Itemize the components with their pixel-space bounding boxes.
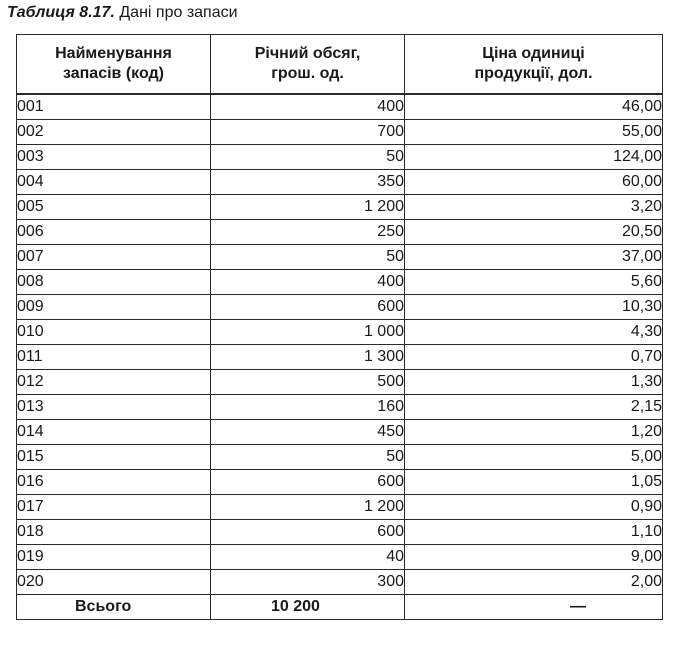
cell-annual-volume: 300 [211, 570, 405, 595]
table-row [17, 420, 663, 445]
header-item-code [17, 35, 211, 95]
cell-annual-volume: 400 [211, 94, 405, 120]
cell-unit-price: 60,00 [405, 170, 663, 195]
table-row [17, 445, 663, 470]
cell-unit-price: 20,50 [405, 220, 663, 245]
cell-item-code: 012 [17, 370, 211, 395]
cell-unit-price: 1,30 [405, 370, 663, 395]
total-volume: 10 200 [211, 595, 405, 620]
cell-annual-volume: 1 200 [211, 195, 405, 220]
cell-item-code: 008 [17, 270, 211, 295]
table-row [17, 145, 663, 170]
table-row [17, 470, 663, 495]
cell-annual-volume: 50 [211, 245, 405, 270]
cell-unit-price: 2,00 [405, 570, 663, 595]
cell-unit-price: 55,00 [405, 120, 663, 145]
table-row [17, 520, 663, 545]
cell-unit-price: 0,70 [405, 345, 663, 370]
table-row [17, 220, 663, 245]
table-row [17, 170, 663, 195]
header-item-code-line1: Найменування [55, 45, 172, 62]
cell-item-code: 019 [17, 545, 211, 570]
cell-annual-volume: 500 [211, 370, 405, 395]
cell-unit-price: 5,00 [405, 445, 663, 470]
cell-item-code: 011 [17, 345, 211, 370]
table-row [17, 495, 663, 520]
cell-unit-price: 1,10 [405, 520, 663, 545]
cell-item-code: 003 [17, 145, 211, 170]
cell-unit-price: 9,00 [405, 545, 663, 570]
cell-annual-volume: 50 [211, 445, 405, 470]
cell-unit-price: 1,20 [405, 420, 663, 445]
cell-item-code: 017 [17, 495, 211, 520]
header-unit-price-line2: продукції, дол. [474, 65, 593, 82]
inventory-table [16, 34, 663, 620]
cell-unit-price: 0,90 [405, 495, 663, 520]
header-annual-volume-line1: Річний обсяг, [254, 45, 361, 62]
table-total-row [17, 595, 663, 620]
cell-item-code: 010 [17, 320, 211, 345]
table-row [17, 570, 663, 595]
cell-item-code: 018 [17, 520, 211, 545]
header-item-code-line2: запасів (код) [63, 65, 164, 82]
table-row [17, 120, 663, 145]
table-row [17, 320, 663, 345]
cell-unit-price: 37,00 [405, 245, 663, 270]
cell-unit-price: 124,00 [405, 145, 663, 170]
cell-unit-price: 46,00 [405, 94, 663, 120]
cell-item-code: 005 [17, 195, 211, 220]
cell-annual-volume: 600 [211, 470, 405, 495]
table-row [17, 245, 663, 270]
cell-unit-price: 3,20 [405, 195, 663, 220]
cell-item-code: 004 [17, 170, 211, 195]
table-row [17, 94, 663, 120]
cell-annual-volume: 600 [211, 295, 405, 320]
cell-annual-volume: 700 [211, 120, 405, 145]
cell-annual-volume: 1 200 [211, 495, 405, 520]
header-annual-volume-line2: грош. од. [271, 65, 344, 82]
cell-item-code: 002 [17, 120, 211, 145]
cell-unit-price: 4,30 [405, 320, 663, 345]
cell-item-code: 001 [17, 94, 211, 120]
cell-annual-volume: 40 [211, 545, 405, 570]
table-row [17, 370, 663, 395]
cell-item-code: 020 [17, 570, 211, 595]
cell-annual-volume: 160 [211, 395, 405, 420]
cell-item-code: 009 [17, 295, 211, 320]
cell-annual-volume: 350 [211, 170, 405, 195]
cell-item-code: 016 [17, 470, 211, 495]
cell-annual-volume: 1 300 [211, 345, 405, 370]
table-row [17, 345, 663, 370]
cell-item-code: 015 [17, 445, 211, 470]
header-annual-volume [211, 35, 405, 95]
table-caption-label: Таблиця 8.17. [7, 4, 115, 21]
cell-unit-price: 10,30 [405, 295, 663, 320]
table-row [17, 545, 663, 570]
total-price: — [405, 595, 663, 620]
table-row [17, 295, 663, 320]
header-unit-price-line1: Ціна одиниці [482, 45, 585, 62]
table-row [17, 395, 663, 420]
cell-item-code: 006 [17, 220, 211, 245]
table-caption [7, 3, 238, 23]
table-row [17, 195, 663, 220]
table-header-row [17, 35, 663, 95]
cell-annual-volume: 50 [211, 145, 405, 170]
cell-unit-price: 5,60 [405, 270, 663, 295]
table-caption-text: Дані про запаси [119, 4, 238, 21]
cell-annual-volume: 600 [211, 520, 405, 545]
cell-annual-volume: 450 [211, 420, 405, 445]
cell-item-code: 014 [17, 420, 211, 445]
cell-annual-volume: 250 [211, 220, 405, 245]
cell-annual-volume: 1 000 [211, 320, 405, 345]
total-label: Всього [17, 595, 211, 620]
cell-annual-volume: 400 [211, 270, 405, 295]
table-row [17, 270, 663, 295]
header-unit-price [405, 35, 663, 95]
cell-item-code: 007 [17, 245, 211, 270]
cell-unit-price: 1,05 [405, 470, 663, 495]
cell-unit-price: 2,15 [405, 395, 663, 420]
cell-item-code: 013 [17, 395, 211, 420]
